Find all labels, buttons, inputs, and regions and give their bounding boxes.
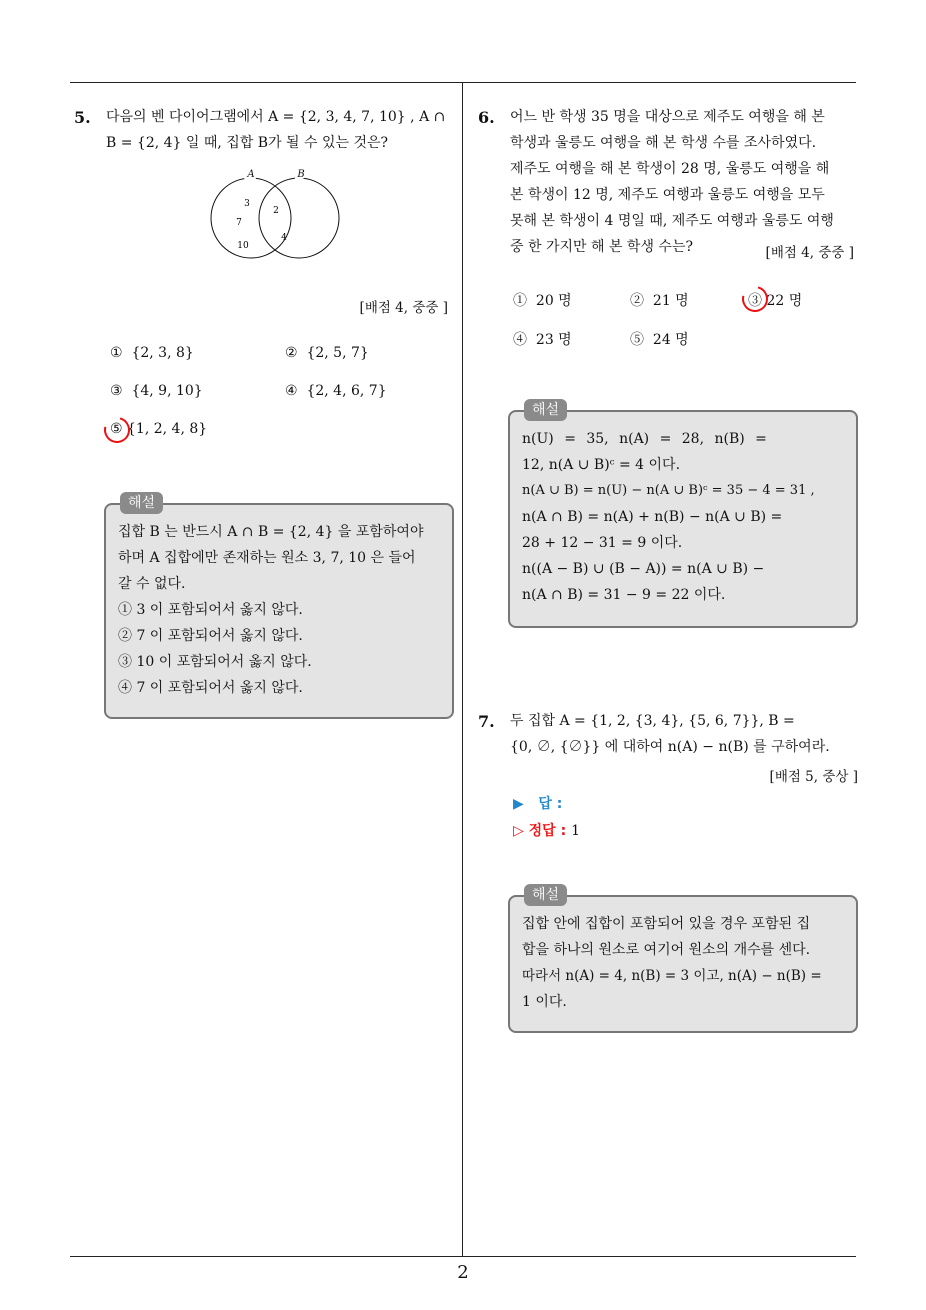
q5-choice-2[interactable] [285, 345, 369, 361]
explanation-line: 합을 하나의 원소로 여기어 원소의 개수를 센다. [522, 942, 811, 958]
explanation-line: 집합 안에 집합이 포함되어 있을 경우 포함된 집 [522, 916, 811, 932]
choice-number: ③ [748, 293, 762, 309]
column-divider [462, 83, 463, 1256]
explanation-line: 갈 수 없다. [118, 576, 186, 592]
explanation-line: 1 이다. [522, 994, 567, 1010]
choice-number: ⑤ [630, 332, 644, 348]
q5-line2: B = {2, 4} 일 때, 집합 B가 될 수 있는 것은? [106, 135, 389, 151]
venn-label-b: B [297, 169, 305, 180]
q7-answer-row[interactable] [513, 793, 562, 813]
choice-number: ② [285, 345, 298, 361]
choice-number: ④ [513, 332, 527, 348]
choice-text: {2, 4, 6, 7} [306, 383, 387, 399]
q6-line: 못해 본 학생이 4 명일 때, 제주도 여행과 울릉도 여행 [510, 213, 834, 229]
q5-choice-4[interactable] [285, 383, 387, 399]
q6-choice-5[interactable] [630, 329, 689, 349]
q7-correct-row [513, 820, 580, 840]
explanation-line: ① 3 이 포함되어서 옳지 않다. [118, 602, 303, 618]
explanation-line: n(A ∩ B) = n(A) + n(B) − n(A ∪ B) = [522, 509, 783, 525]
q6-line: 학생과 울릉도 여행을 해 본 학생 수를 조사하였다. [510, 135, 817, 151]
q6-line: 어느 반 학생 35 명을 대상으로 제주도 여행을 해 본 [510, 109, 825, 125]
explanation-line: 집합 B 는 반드시 A ∩ B = {2, 4} 을 포함하여야 [118, 524, 424, 540]
page-number: 2 [457, 1262, 469, 1283]
q5-choice-3[interactable] [110, 383, 203, 399]
q6-question [510, 104, 858, 260]
q5-answer-mark-icon [99, 412, 135, 448]
q6-choice-1[interactable] [513, 290, 572, 310]
correct-value: 1 [571, 823, 580, 839]
q6-choice-4[interactable] [513, 329, 572, 349]
q6-number: 6. [478, 108, 495, 127]
explanation-line: 28 + 12 − 31 = 9 이다. [522, 535, 683, 551]
choice-number: ① [513, 293, 527, 309]
q6-answer-mark-icon [737, 281, 773, 317]
choice-text: {4, 9, 10} [131, 383, 203, 399]
explanation-line: ② 7 이 포함되어서 옳지 않다. [118, 628, 303, 644]
q6-line: 중 한 가지만 해 본 학생 수는? [510, 239, 693, 255]
q7-line2: {0, ∅, {∅}} 에 대하여 n(A) − n(B) 를 구하여라. [510, 739, 830, 755]
choice-number: ① [110, 345, 123, 361]
q6-choice-2[interactable] [630, 290, 689, 310]
venn-diagram [205, 168, 355, 270]
q7-number: 7. [478, 712, 495, 731]
q7-score: [배점 5, 중상 ] [769, 769, 858, 785]
explanation-line: ④ 7 이 포함되어서 옳지 않다. [118, 680, 303, 696]
explanation-line: n(A ∪ B) = n(U) − n(A ∪ B)ᶜ = 35 − 4 = 31 , [522, 483, 815, 498]
play-arrow-icon: ▶ [513, 796, 524, 812]
choice-text: {1, 2, 4, 8} [127, 421, 208, 437]
choice-number: ⑤ [110, 421, 123, 437]
q6-line: 본 학생이 12 명, 제주도 여행과 울릉도 여행을 모두 [510, 187, 825, 203]
venn-circle-b [259, 178, 339, 258]
q5-explanation-box [104, 495, 454, 719]
venn-circle-a [211, 178, 291, 258]
answer-label: 답 : [538, 796, 563, 812]
q6-explanation-box [508, 402, 858, 628]
choice-number: ③ [110, 383, 123, 399]
choice-text: 23 명 [535, 332, 572, 348]
choice-number: ④ [285, 383, 298, 399]
q7-question [510, 708, 858, 760]
explanation-line: ③ 10 이 포함되어서 옳지 않다. [118, 654, 312, 670]
top-rule [70, 82, 856, 83]
q6-score: [배점 4, 중중 ] [765, 245, 854, 261]
choice-text: 24 명 [652, 332, 689, 348]
explanation-tag: 해설 [120, 492, 163, 514]
explanation-line: n(U) = 35, n(A) = 28, n(B) = [522, 431, 767, 447]
explanation-line: 따라서 n(A) = 4, n(B) = 3 이고, n(A) − n(B) = [522, 968, 822, 984]
q7-explanation-box [508, 887, 858, 1033]
explanation-line: 12, n(A ∪ B)ᶜ = 4 이다. [522, 457, 681, 473]
q5-choice-1[interactable] [110, 345, 194, 361]
choice-text: 22 명 [766, 293, 803, 309]
q5-question [106, 104, 454, 156]
venn-only-a-2: 7 [236, 218, 242, 228]
venn-label-a: A [247, 169, 255, 180]
q5-score: [배점 4, 중중 ] [359, 300, 448, 316]
correct-label: 정답 : [528, 823, 567, 839]
hollow-arrow-icon: ▷ [513, 823, 524, 839]
bottom-rule [70, 1256, 856, 1257]
q5-line1: 다음의 벤 다이어그램에서 A = {2, 3, 4, 7, 10} , A ∩ [106, 109, 446, 125]
venn-both-2: 4 [281, 233, 287, 243]
q5-number: 5. [74, 108, 91, 127]
choice-text: {2, 5, 7} [306, 345, 369, 361]
venn-only-a-3: 10 [237, 241, 249, 251]
explanation-line: n(A ∩ B) = 31 − 9 = 22 이다. [522, 587, 726, 603]
venn-only-a-1: 3 [244, 199, 250, 209]
q6-line: 제주도 여행을 해 본 학생이 28 명, 울릉도 여행을 해 [510, 161, 830, 177]
explanation-line: n((A − B) ∪ (B − A)) = n(A ∪ B) − [522, 561, 765, 577]
choice-text: {2, 3, 8} [131, 345, 194, 361]
venn-both-1: 2 [273, 206, 279, 216]
choice-number: ② [630, 293, 644, 309]
explanation-line: 하며 A 집합에만 존재하는 원소 3, 7, 10 은 들어 [118, 550, 416, 566]
explanation-tag: 해설 [524, 399, 567, 421]
choice-text: 21 명 [652, 293, 689, 309]
explanation-tag: 해설 [524, 884, 567, 906]
q7-line1: 두 집합 A = {1, 2, {3, 4}, {5, 6, 7}}, B = [510, 713, 795, 729]
choice-text: 20 명 [535, 293, 572, 309]
